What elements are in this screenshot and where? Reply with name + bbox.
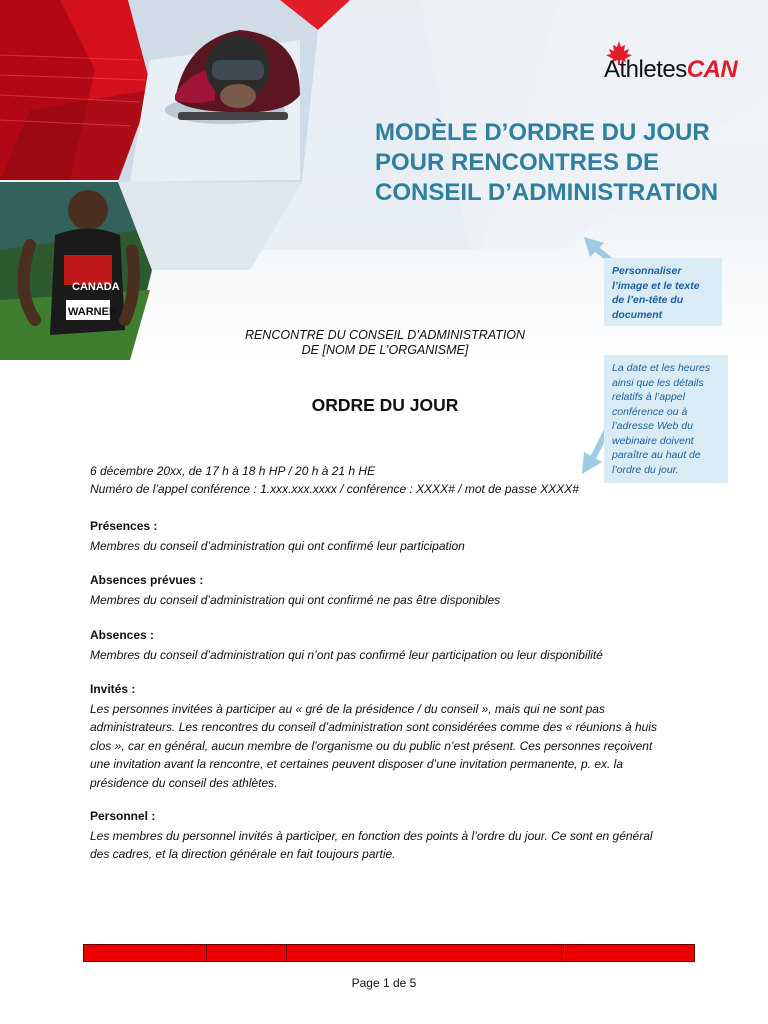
jersey-text: CANADA [72,281,120,293]
page-number: Page 1 de 5 [351,976,417,990]
section-title: Personnel : [90,809,156,823]
conference-call-info: Numéro de l’appel conférence : 1.xxx.xxx.xxxx / conférence : XXXX# / mot de passe XXXX# [90,482,579,496]
callout-date-tip: La date et les heures ainsi que les détails relatifs à l’appel conférence ou à l’adresse Web du webinaire doivent paraître au haut de l’ordre du jour. [604,355,728,483]
section-personnel [90,807,670,864]
meeting-date: 6 décembre 20xx, de 17 h à 18 h HP / 20 h à 21 h HE [90,464,376,478]
section-title: Présences : [90,519,158,533]
section-body: Membres du conseil d’administration qui ont confirmé leur participation [90,538,465,553]
bib-name: WARNER [68,306,117,318]
section-presences [90,517,670,555]
meeting-details [90,462,710,498]
section-body: Membres du conseil d’administration qui ont confirmé ne pas être disponibles [90,592,501,607]
section-absences [90,626,670,664]
section-title: Absences prévues : [90,573,204,587]
logo-text-main: Athletes [604,56,687,83]
section-body: Les membres du personnel invités à participer, en fonction des points à l’ordre du jour. Ce sont en général des cadres, et la direction générale en fait toujours partie. [90,828,653,861]
section-title: Invités : [90,682,136,696]
section-body: Membres du conseil d’administration qui n’ont pas confirmé leur participation ou leur disponibilité [90,647,603,662]
document-title: MODÈLE D’ORDRE DU JOUR POUR RENCONTRES DE CONSEIL D’ADMINISTRATION [375,119,719,206]
section-absences-prevues [90,571,670,609]
meeting-line-2: DE [NOM DE L’ORGANISME] [301,343,469,357]
athletescan-logo [604,40,738,86]
agenda-title: ORDRE DU JOUR [311,395,459,415]
callout-header-tip: Personnaliser l’image et le texte de l’en-tête du document [604,258,722,326]
meeting-subheading [200,328,570,358]
section-title: Absences : [90,628,155,642]
section-body: Les personnes invitées à participer au « gré de la présidence / du conseil », mais qui ne sont pas administrateurs. Les rencontres du conseil d’administration sont considérées comme des « réunions à huis clos », car en général, aucun membre de l’organisme ou du public n’est présent. Ces personnes reçoivent une invitation avant la rencontre, et certaines peuvent disposer d’une invitation permanente, p. ex. la présidence du conseil des athlètes. [90,701,657,790]
meeting-line-1: RENCONTRE DU CONSEIL D’ADMINISTRATION [244,328,526,342]
footer-color-bar [83,944,695,962]
section-invites [90,680,670,792]
logo-text-accent: CAN [686,56,738,83]
